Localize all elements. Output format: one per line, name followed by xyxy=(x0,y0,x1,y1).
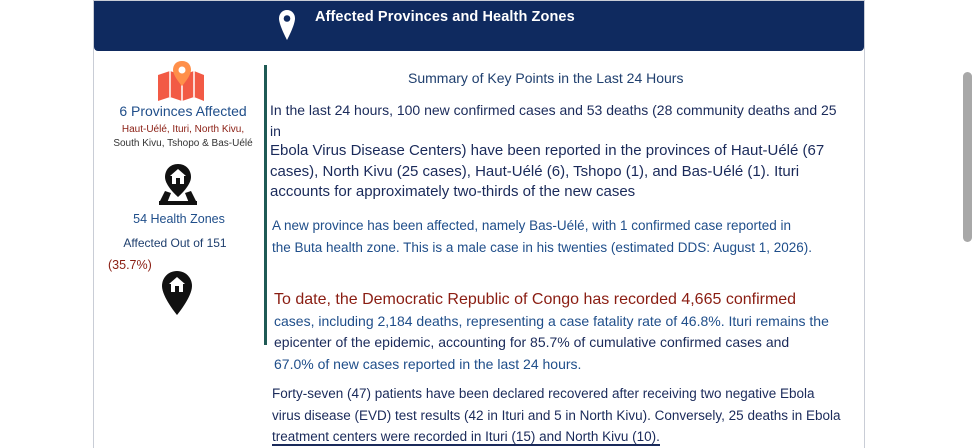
health-zones-percent: (35.7%) xyxy=(108,258,152,272)
p2-line-2: the Buta health zone. This is a male case in his twenties (estimated DDS: August 1, 2026). xyxy=(272,240,813,255)
p3-line-3: epicenter of the epidemic, accounting for 85.7% of cumulative confirmed cases and xyxy=(274,334,790,350)
card-header xyxy=(94,1,864,51)
p1-line-4: accounts for approximately two-thirds of the new cases xyxy=(270,183,636,200)
map-pin-icon xyxy=(278,9,296,41)
p1-line-3: cases), North Kivu (25 cases), Haut-Uélé (6), Tshopo (1), and Bas-Uélé (1). Ituri xyxy=(270,162,800,180)
house-location-icon xyxy=(157,163,199,205)
health-zones-subtitle: Affected Out of 151 xyxy=(123,236,227,250)
summary-title: Summary of Key Points in the Last 24 Hours xyxy=(408,70,684,86)
health-zones-title: 54 Health Zones xyxy=(133,212,225,226)
folded-map-icon xyxy=(156,61,206,103)
column-divider xyxy=(264,65,267,345)
paragraph-cumulative xyxy=(274,289,850,375)
stats-sidebar xyxy=(94,57,264,448)
p2-line-1: A new province has been affected, namely Bas-Uélé, with 1 confirmed case reported in xyxy=(272,218,792,233)
p4-line-2: virus disease (EVD) test results (42 in Ituri and 5 in North Kivu). Conversely, 25 deaths in Ebola xyxy=(272,407,841,423)
card-title: Affected Provinces and Health Zones xyxy=(315,9,575,25)
p4-line-1: Forty-seven (47) patients have been declared recovered after receiving two negative Ebola xyxy=(272,386,815,401)
paragraph-new-cases xyxy=(270,100,850,203)
p1-line-1: In the last 24 hours, 100 new confirmed cases and 53 deaths (28 community deaths and 25 in xyxy=(270,102,837,139)
key-points-card xyxy=(93,0,865,448)
provinces-line-2: South Kivu, Tshopo & Bas-Uélé xyxy=(113,138,253,149)
p3-line-4: 67.0% of new cases reported in the last 24 hours. xyxy=(274,355,582,372)
paragraph-new-province xyxy=(272,215,852,259)
provinces-line-1: Haut-Uélé, Ituri, North Kivu, xyxy=(121,124,245,135)
home-pin-icon xyxy=(161,270,193,316)
provinces-affected-title: 6 Provinces Affected xyxy=(119,103,247,119)
p3-line-2: cases, including 2,184 deaths, representing a case fatality rate of 46.8%. Ituri remains the xyxy=(274,312,829,329)
provinces-list xyxy=(94,123,272,151)
p4-line-3: treatment centers were recorded in Ituri (15) and North Kivu (10). xyxy=(272,429,660,444)
paragraph-recoveries xyxy=(272,383,850,448)
p1-line-2: Ebola Virus Disease Centers) have been reported in the provinces of Haut-Uélé (67 xyxy=(270,142,825,159)
page-scrollbar-thumb[interactable] xyxy=(963,72,972,242)
p3-line-1: To date, the Democratic Republic of Congo has recorded 4,665 confirmed xyxy=(274,291,797,308)
